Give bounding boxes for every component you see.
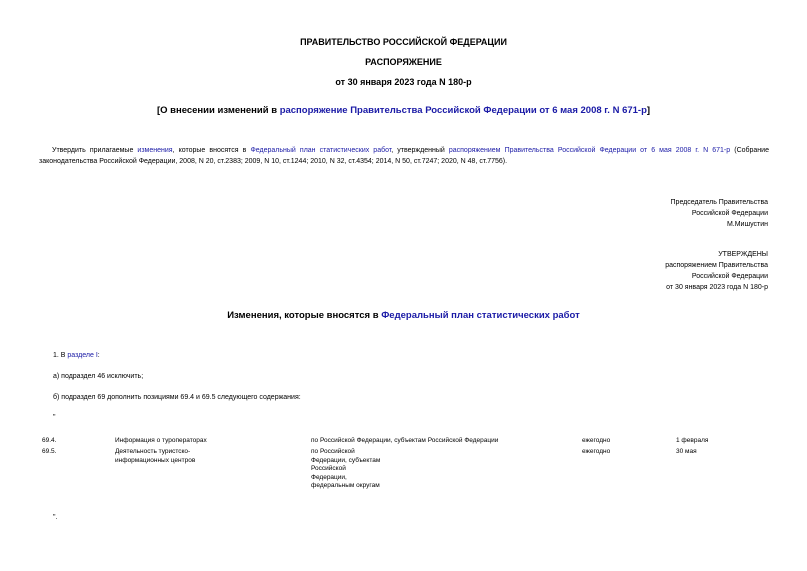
subject-prefix: [О внесении изменений в [156,105,280,116]
close-quote: ". [53,514,58,521]
item-1-prefix: 1. В [53,352,68,359]
open-quote: " [53,414,56,421]
government-name: ПРАВИТЕЛЬСТВО РОССИЙСКОЙ ФЕДЕРАЦИИ [300,37,507,47]
row-date: 1 февраля [676,437,709,444]
row-number: 69.4. [42,437,57,444]
body-text-4: (Собрание законодательства Российской Федерации, 2008, N 20, ст.2383; 2009, N 10, ст.1244; 2010, N 32, ст.4354; 2014, N 50, ст.7247; 2020, N 48, ст.7756). [39,147,769,165]
document-date: от 30 января 2023 года N 180-р [335,77,472,87]
row-period: ежегодно [582,437,611,444]
signature-block [671,197,768,230]
item-b: б) подраздел 69 дополнить позициями 69.4 и 69.5 следующего содержания: [53,394,301,401]
row-name: Деятельность туристско-информационных центров [115,448,196,464]
row-name: Информация о туроператорах [115,437,207,444]
changes-title [0,310,807,321]
signature-name: М.Мишустин [726,221,768,228]
subject-suffix: ] [646,105,651,116]
changes-title-prefix: Изменения, которые вносятся в [227,310,382,321]
body-paragraph [39,145,769,167]
item-1 [53,350,100,361]
decree-link[interactable]: распоряжением Правительства Российской Федерации от 6 мая 2008 г. N 671-р [448,147,731,154]
document-type: РАСПОРЯЖЕНИЕ [365,57,442,67]
body-text-2: , которые вносятся в [172,147,251,154]
body-text-3: , утвержденный [391,147,449,154]
approved-date: от 30 января 2023 года N 180-р [666,284,768,291]
document-subject [0,105,807,116]
changes-title-link[interactable]: Федеральный план статистических работ [381,310,580,321]
approved-org: Российской Федерации [691,273,768,280]
body-text-1: Утвердить прилагаемые [52,147,138,154]
row-period: ежегодно [582,448,611,455]
signature-org: Российской Федерации [691,210,768,217]
item-1-suffix: : [97,352,100,359]
changes-link[interactable]: изменения [137,147,173,154]
row-date: 30 мая [676,448,697,455]
federal-plan-link[interactable]: Федеральный план статистических работ [250,147,392,154]
approved-by: распоряжением Правительства [665,262,768,269]
row-number: 69.5. [42,448,57,455]
item-a: а) подраздел 46 исключить; [53,373,144,380]
signature-title: Председатель Правительства [670,199,768,206]
approved-block [665,249,768,293]
subject-link[interactable]: распоряжение Правительства Российской Федерации от 6 мая 2008 г. N 671-р [279,105,647,116]
section-link[interactable]: разделе I [67,352,98,359]
approved-heading: УТВЕРЖДЕНЫ [718,251,768,258]
row-level: по Российской Федерации, субъектам Российской Федерации [311,437,499,444]
row-level: по Российской Федерации, субъектам Российской Федерации, федеральным округам [311,448,381,489]
